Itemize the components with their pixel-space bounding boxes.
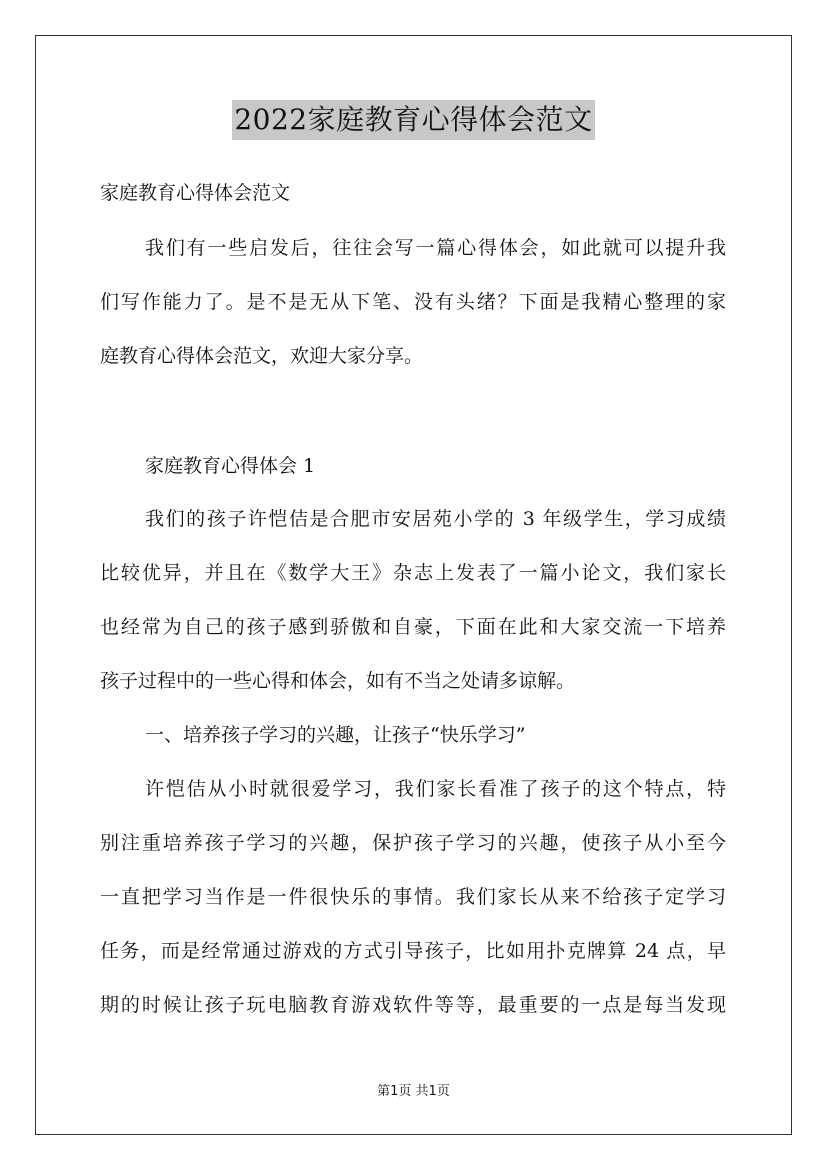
- para2-line-5: 期的时候让孩子玩电脑教育游戏软件等等，最重要的一点是每当发现: [100, 994, 726, 1016]
- intro-line-2: 们写作能力了。是不是无从下笔、没有头绪？下面是我精心整理的家: [100, 291, 726, 313]
- point1-heading: 一、培养孩子学习的兴趣，让孩子“快乐学习”: [145, 724, 526, 746]
- intro-line-1: 我们有一些启发后，往往会写一篇心得体会，如此就可以提升我: [145, 237, 726, 259]
- para2-line-4: 任务，而是经常通过游戏的方式引导孩子，比如用扑克牌算 24 点，早: [100, 940, 726, 962]
- para2-line-2: 别注重培养孩子学习的兴趣，保护孩子学习的兴趣，使孩子从小至今: [100, 832, 726, 854]
- para1-line-3: 也经常为自己的孩子感到骄傲和自豪，下面在此和大家交流一下培养: [100, 616, 726, 638]
- page-number-footer: 第1页 共1页: [377, 1084, 450, 1099]
- intro-line-3: 庭教育心得体会范文，欢迎大家分享。: [100, 345, 424, 367]
- section-heading: 家庭教育心得体会 1: [145, 455, 316, 477]
- title-wrap: [0, 100, 827, 140]
- document-title: 2022家庭教育心得体会范文: [232, 100, 594, 140]
- para1-line-1: 我们的孩子许恺佶是合肥市安居苑小学的 3 年级学生，学习成绩: [145, 508, 726, 530]
- document-subtitle: 家庭教育心得体会范文: [100, 182, 291, 204]
- para2-line-1: 许恺佶从小时就很爱学习，我们家长看准了孩子的这个特点，特: [145, 778, 726, 800]
- para1-line-4: 孩子过程中的一些心得和体会，如有不当之处请多谅解。: [100, 670, 576, 692]
- para2-line-3: 一直把学习当作是一件很快乐的事情。我们家长从来不给孩子定学习: [100, 886, 726, 908]
- para1-line-2: 比较优异，并且在《数学大王》杂志上发表了一篇小论文，我们家长: [100, 562, 726, 584]
